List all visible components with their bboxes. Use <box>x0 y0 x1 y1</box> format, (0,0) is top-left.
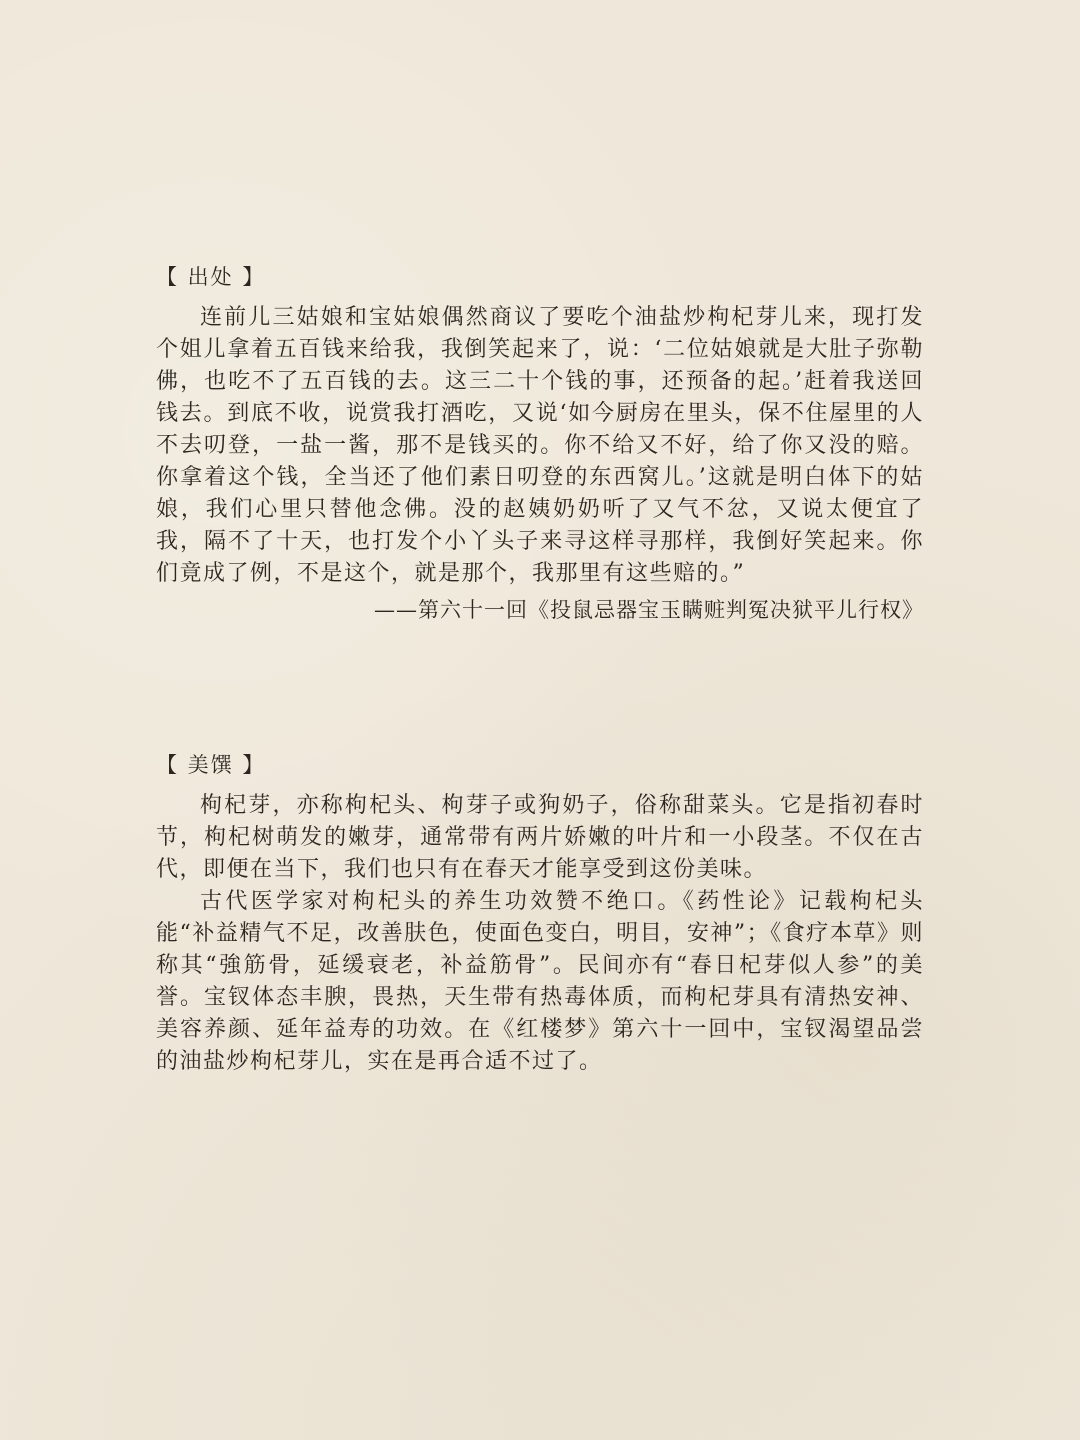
body-paragraph: 枸杞芽，亦称枸杞头、枸芽子或狗奶子，俗称甜菜头。它是指初春时节，枸杞树萌发的嫩芽，通常带有两片娇嫩的叶片和一小段茎。不仅在古代，即便在当下，我们也只有在春天才能享受到这份美味。 <box>156 793 924 882</box>
section-heading: 【 出处 】 <box>156 265 266 289</box>
body-paragraph: 古代医学家对枸杞头的养生功效赞不绝口。《药性论》记载枸杞头能“补益精气不足，改善肤色，使面色变白，明目，安神”；《食疗本草》则称其“強筋骨，延缓衰老，补益筋骨”。民间亦有“春日杞芽似人参”的美誉。宝钗体态丰腴，畏热，天生带有热毒体质，而枸杞芽具有清热安神、美容养颜、延年益寿的功效。在《红楼梦》第六十一回中，宝钗渴望品尝的油盐炒枸杞芽儿，实在是再合适不过了。 <box>156 889 924 1074</box>
section-delicacy <box>156 750 924 1078</box>
section-heading: 【 美馔 】 <box>156 753 266 777</box>
quote-paragraph: 连前儿三姑娘和宝姑娘偶然商议了要吃个油盐炒枸杞芽儿来，现打发个姐儿拿着五百钱来给我，我倒笑起来了，说：‘二位姑娘就是大肚子弥勒佛，也吃不了五百钱的去。这三二十个钱的事，还预备的起。’赶着我送回钱去。到底不收，说赏我打酒吃，又说‘如今厨房在里头，保不住屋里的人不去叨登，一盐一酱，那不是钱买的。你不给又不好，给了你又没的赔。你拿着这个钱，全当还了他们素日叨登的东西窝儿。’这就是明白体下的姑娘，我们心里只替他念佛。没的赵姨奶奶听了又气不忿，又说太便宜了我，隔不了十天，也打发个小丫头子来寻这样寻那样，我倒好笑起来。你们竟成了例，不是这个，就是那个，我那里有这些赔的。” <box>156 305 924 586</box>
section-source <box>156 262 924 626</box>
quote-citation: ——第六十一回《投鼠忌器宝玉瞒赃判冤决狱平儿行权》 <box>374 598 924 622</box>
